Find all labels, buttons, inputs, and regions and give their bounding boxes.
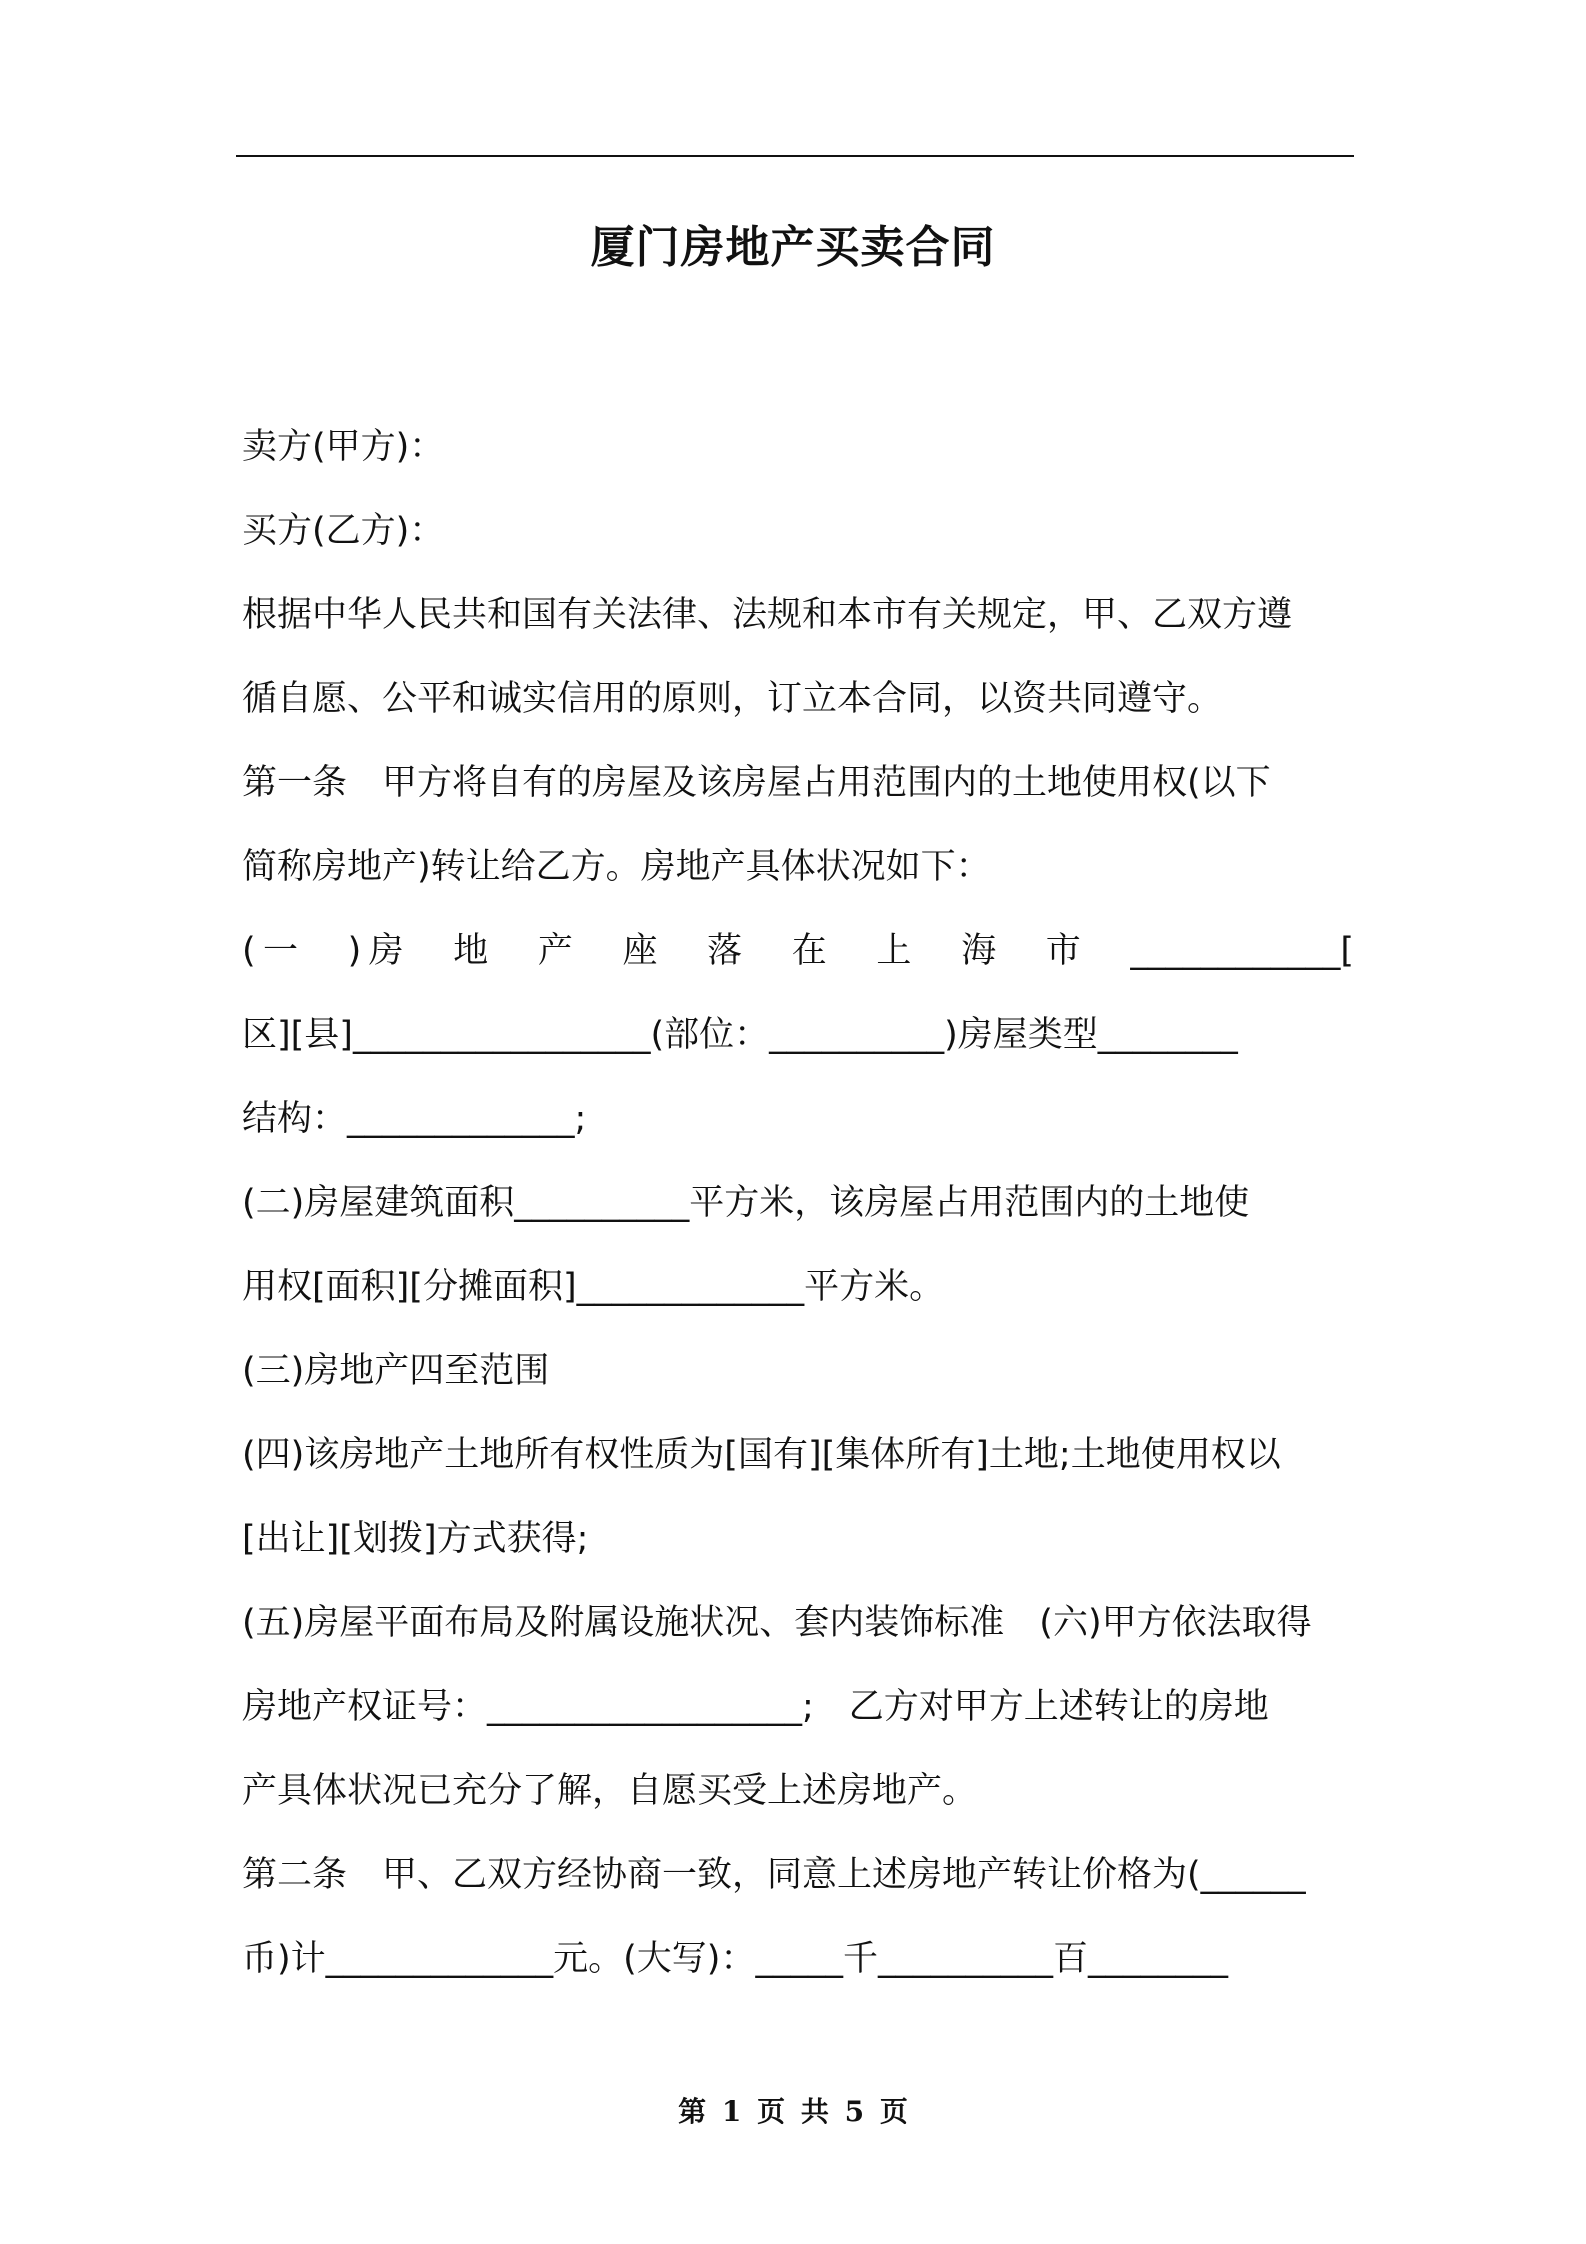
document-body	[242, 405, 1354, 2001]
item-1-line: (一 )房 地 产 座 落 在 上 海 市 ____________[	[242, 931, 1354, 971]
item-4-line: [出让][划拨]方式获得;	[242, 1519, 589, 1559]
item-2-line: (二)房屋建筑面积__________平方米，该房屋占用范围内的土地使	[242, 1183, 1250, 1223]
item-2-line: 用权[面积][分摊面积]_____________平方米。	[242, 1267, 945, 1307]
article-1-line: 第一条 甲方将自有的房屋及该房屋占用范围内的土地使用权(以下	[242, 763, 1271, 803]
article-1-line: 简称房地产)转让给乙方。房地产具体状况如下：	[242, 847, 991, 887]
article-2-line: 币)计_____________元。(大写)：_____千__________百________	[242, 1939, 1228, 1979]
item-1-line: 区][县]_________________(部位：__________)房屋类型________	[242, 1015, 1238, 1055]
document-title: 厦门房地产买卖合同	[590, 222, 996, 273]
item-4-line: (四)该房地产土地所有权性质为[国有][集体所有]土地;土地使用权以	[242, 1435, 1281, 1475]
item-1-line: 结构：_____________;	[242, 1099, 587, 1139]
item-3-line: (三)房地产四至范围	[242, 1351, 550, 1391]
preamble-line: 根据中华人民共和国有关法律、法规和本市有关规定，甲、乙双方遵	[242, 595, 1293, 635]
header-rule	[236, 155, 1354, 157]
item-5-6-line: (五)房屋平面布局及附属设施状况、套内装饰标准 (六)甲方依法取得	[242, 1603, 1312, 1643]
seller-line: 卖方(甲方)：	[242, 427, 445, 467]
page-footer: 第 1 页 共 5 页	[678, 2095, 908, 2128]
item-6-line: 房地产权证号：__________________; 乙方对甲方上述转让的房地	[242, 1687, 1269, 1727]
preamble-line: 循自愿、公平和诚实信用的原则，订立本合同，以资共同遵守。	[242, 679, 1223, 719]
item-6-line: 产具体状况已充分了解，自愿买受上述房地产。	[242, 1771, 978, 1811]
buyer-line: 买方(乙方)：	[242, 511, 445, 551]
article-2-line: 第二条 甲、乙双方经协商一致，同意上述房地产转让价格为(______	[242, 1855, 1306, 1895]
